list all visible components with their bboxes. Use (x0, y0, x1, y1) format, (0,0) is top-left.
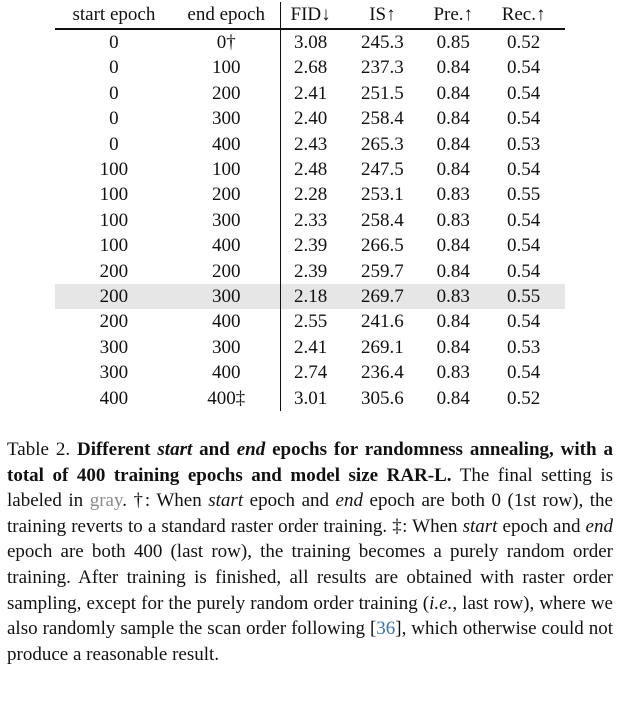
cell-recall: 0.52 (506, 387, 541, 409)
table-header-row (55, 2, 565, 29)
cell-start-epoch: 200 (99, 311, 129, 333)
cell-fid: 2.18 (280, 284, 340, 309)
caption-text: epoch are both 0 (1st row), the training reverts to a standard raster order training. ‡: When (7, 490, 613, 537)
caption-text: , which otherwise could not produce a reasonable result. (7, 618, 613, 665)
cell-is: 265.3 (361, 133, 404, 155)
table-row (55, 157, 565, 182)
header-start-epoch: start epoch (55, 2, 173, 29)
cell-precision: 0.84 (436, 133, 470, 155)
cell-is: 253.1 (361, 184, 404, 206)
table-row (55, 29, 565, 55)
caption-label: Table 2. (7, 439, 77, 460)
cell-fid: 2.39 (280, 233, 340, 258)
caption-text: ] (395, 618, 402, 640)
cell-is: 245.3 (361, 32, 404, 53)
caption-italic-ie: i.e. (429, 592, 453, 614)
cell-fid: 2.33 (280, 208, 340, 233)
cell-fid: 2.41 (280, 335, 340, 360)
cell-end-epoch: 300 (173, 284, 280, 309)
cell-recall: 0.54 (506, 209, 541, 231)
results-table (55, 2, 565, 411)
table-row (55, 182, 565, 207)
cell-end-epoch: 100 (211, 57, 241, 79)
cell-is: 258.4 (361, 209, 404, 231)
cell-is: 258.4 (361, 108, 404, 130)
caption-italic-start: start (208, 490, 244, 512)
table-row (55, 386, 565, 411)
table-row (55, 106, 565, 131)
header-recall: Rec.↑ (482, 2, 565, 29)
table-row (55, 360, 565, 385)
cell-end-epoch: 400 (211, 235, 241, 257)
cell-is: 236.4 (361, 362, 404, 384)
cell-start-epoch: 400 (99, 387, 129, 409)
table-row (55, 132, 565, 157)
caption-italic-end: end (585, 515, 613, 537)
cell-precision: 0.84 (436, 387, 470, 409)
cell-recall: 0.54 (506, 362, 541, 384)
caption-gray-word: gray (89, 490, 123, 512)
cell-is: 237.3 (361, 57, 404, 79)
cell-precision: 0.83 (424, 284, 482, 309)
cell-recall: 0.52 (506, 32, 541, 53)
cell-precision: 0.84 (436, 235, 470, 257)
cell-is: 266.5 (361, 235, 404, 257)
cell-is: 251.5 (361, 82, 404, 104)
cell-precision: 0.83 (436, 209, 470, 231)
table-body (55, 29, 565, 411)
table-row (55, 259, 565, 284)
cell-precision: 0.83 (436, 362, 470, 384)
caption-text: . †: When (122, 490, 209, 512)
header-end-epoch: end epoch (173, 2, 280, 29)
cell-fid: 2.74 (280, 360, 340, 385)
cell-start-epoch: 100 (99, 184, 129, 206)
cell-is: 259.7 (361, 260, 404, 282)
cell-start-epoch: 300 (99, 362, 129, 384)
table-row (55, 309, 565, 334)
cell-end-epoch: 100 (211, 159, 241, 181)
cell-precision: 0.84 (436, 336, 470, 358)
table-caption (7, 437, 613, 667)
cell-precision: 0.84 (436, 159, 470, 181)
cell-recall: 0.55 (482, 284, 565, 309)
cell-recall: 0.53 (506, 133, 541, 155)
cell-recall: 0.54 (506, 260, 541, 282)
cell-start-epoch: 100 (99, 235, 129, 257)
cell-recall: 0.54 (506, 235, 541, 257)
cell-recall: 0.53 (506, 336, 541, 358)
caption-title-part: Different (76, 439, 158, 460)
cell-end-epoch: 400 (211, 362, 241, 384)
table-row (55, 335, 565, 360)
cell-fid: 2.55 (280, 309, 340, 334)
cell-end-epoch: 400‡ (207, 387, 246, 409)
table-row (55, 81, 565, 106)
cell-is: 241.6 (361, 311, 404, 333)
caption-italic-end: end (335, 490, 363, 512)
header-fid: FID↓ (280, 2, 340, 29)
cell-start-epoch: 200 (55, 284, 173, 309)
cell-start-epoch: 300 (99, 336, 129, 358)
caption-text: The final setting is labeled in (7, 464, 613, 512)
table-row (55, 55, 565, 80)
cell-precision: 0.84 (436, 108, 470, 130)
cell-start-epoch: 0 (109, 57, 119, 79)
cell-end-epoch: 0† (216, 32, 236, 53)
cell-precision: 0.85 (436, 32, 470, 53)
cell-fid: 2.48 (280, 157, 340, 182)
cell-end-epoch: 200 (211, 82, 241, 104)
caption-text: , last row), where we also randomly sample the scan order following (7, 592, 613, 640)
header-is: IS↑ (341, 2, 425, 29)
cell-end-epoch: 200 (211, 184, 241, 206)
citation-link-36[interactable]: 36 (376, 618, 396, 640)
caption-text: [ (369, 618, 377, 640)
cell-end-epoch: 300 (211, 336, 241, 358)
cell-fid: 2.68 (280, 55, 340, 80)
cell-precision: 0.84 (436, 82, 470, 104)
caption-title-start: start (157, 439, 193, 460)
table-row (55, 284, 565, 309)
cell-recall: 0.54 (506, 57, 541, 79)
cell-end-epoch: 300 (211, 209, 241, 231)
cell-recall: 0.54 (506, 311, 541, 333)
caption-title-part: epochs for randomness annealing, with a total of 400 training epochs and model size RAR-L. (7, 439, 613, 486)
cell-is: 269.1 (361, 336, 404, 358)
cell-fid: 3.01 (280, 386, 340, 411)
caption-italic-start: start (462, 515, 498, 537)
cell-is: 247.5 (361, 159, 404, 181)
cell-fid: 2.43 (280, 132, 340, 157)
cell-recall: 0.54 (506, 82, 541, 104)
cell-start-epoch: 0 (109, 32, 119, 53)
cell-end-epoch: 200 (211, 260, 241, 282)
cell-precision: 0.84 (436, 311, 470, 333)
caption-text: epoch and (497, 515, 586, 537)
header-precision: Pre.↑ (424, 2, 482, 29)
cell-fid: 2.40 (280, 106, 340, 131)
cell-start-epoch: 100 (99, 159, 129, 181)
cell-recall: 0.54 (506, 159, 541, 181)
cell-fid: 3.08 (280, 29, 340, 55)
cell-start-epoch: 200 (99, 260, 129, 282)
cell-end-epoch: 400 (211, 133, 241, 155)
cell-start-epoch: 0 (109, 133, 119, 155)
cell-fid: 2.28 (280, 182, 340, 207)
cell-end-epoch: 300 (211, 108, 241, 130)
cell-fid: 2.41 (280, 81, 340, 106)
cell-precision: 0.84 (436, 57, 470, 79)
cell-recall: 0.55 (506, 184, 541, 206)
caption-text: epoch and (243, 490, 336, 512)
cell-is: 269.7 (341, 284, 425, 309)
caption-text: epoch are both 400 (last row), the training becomes a purely random order training. After training is finished, all results are obtained with raster order sampling, except for the purely random order training ( (7, 541, 613, 614)
cell-start-epoch: 0 (109, 82, 119, 104)
cell-precision: 0.84 (436, 260, 470, 282)
caption-title-part: and (192, 439, 237, 460)
table-row (55, 208, 565, 233)
cell-is: 305.6 (361, 387, 404, 409)
cell-end-epoch: 400 (211, 311, 241, 333)
cell-fid: 2.39 (280, 259, 340, 284)
cell-precision: 0.83 (436, 184, 470, 206)
cell-recall: 0.54 (506, 108, 541, 130)
table-row (55, 233, 565, 258)
caption-title-end: end (236, 439, 266, 460)
results-table-container (55, 2, 565, 411)
cell-start-epoch: 0 (109, 108, 119, 130)
cell-start-epoch: 100 (99, 209, 129, 231)
